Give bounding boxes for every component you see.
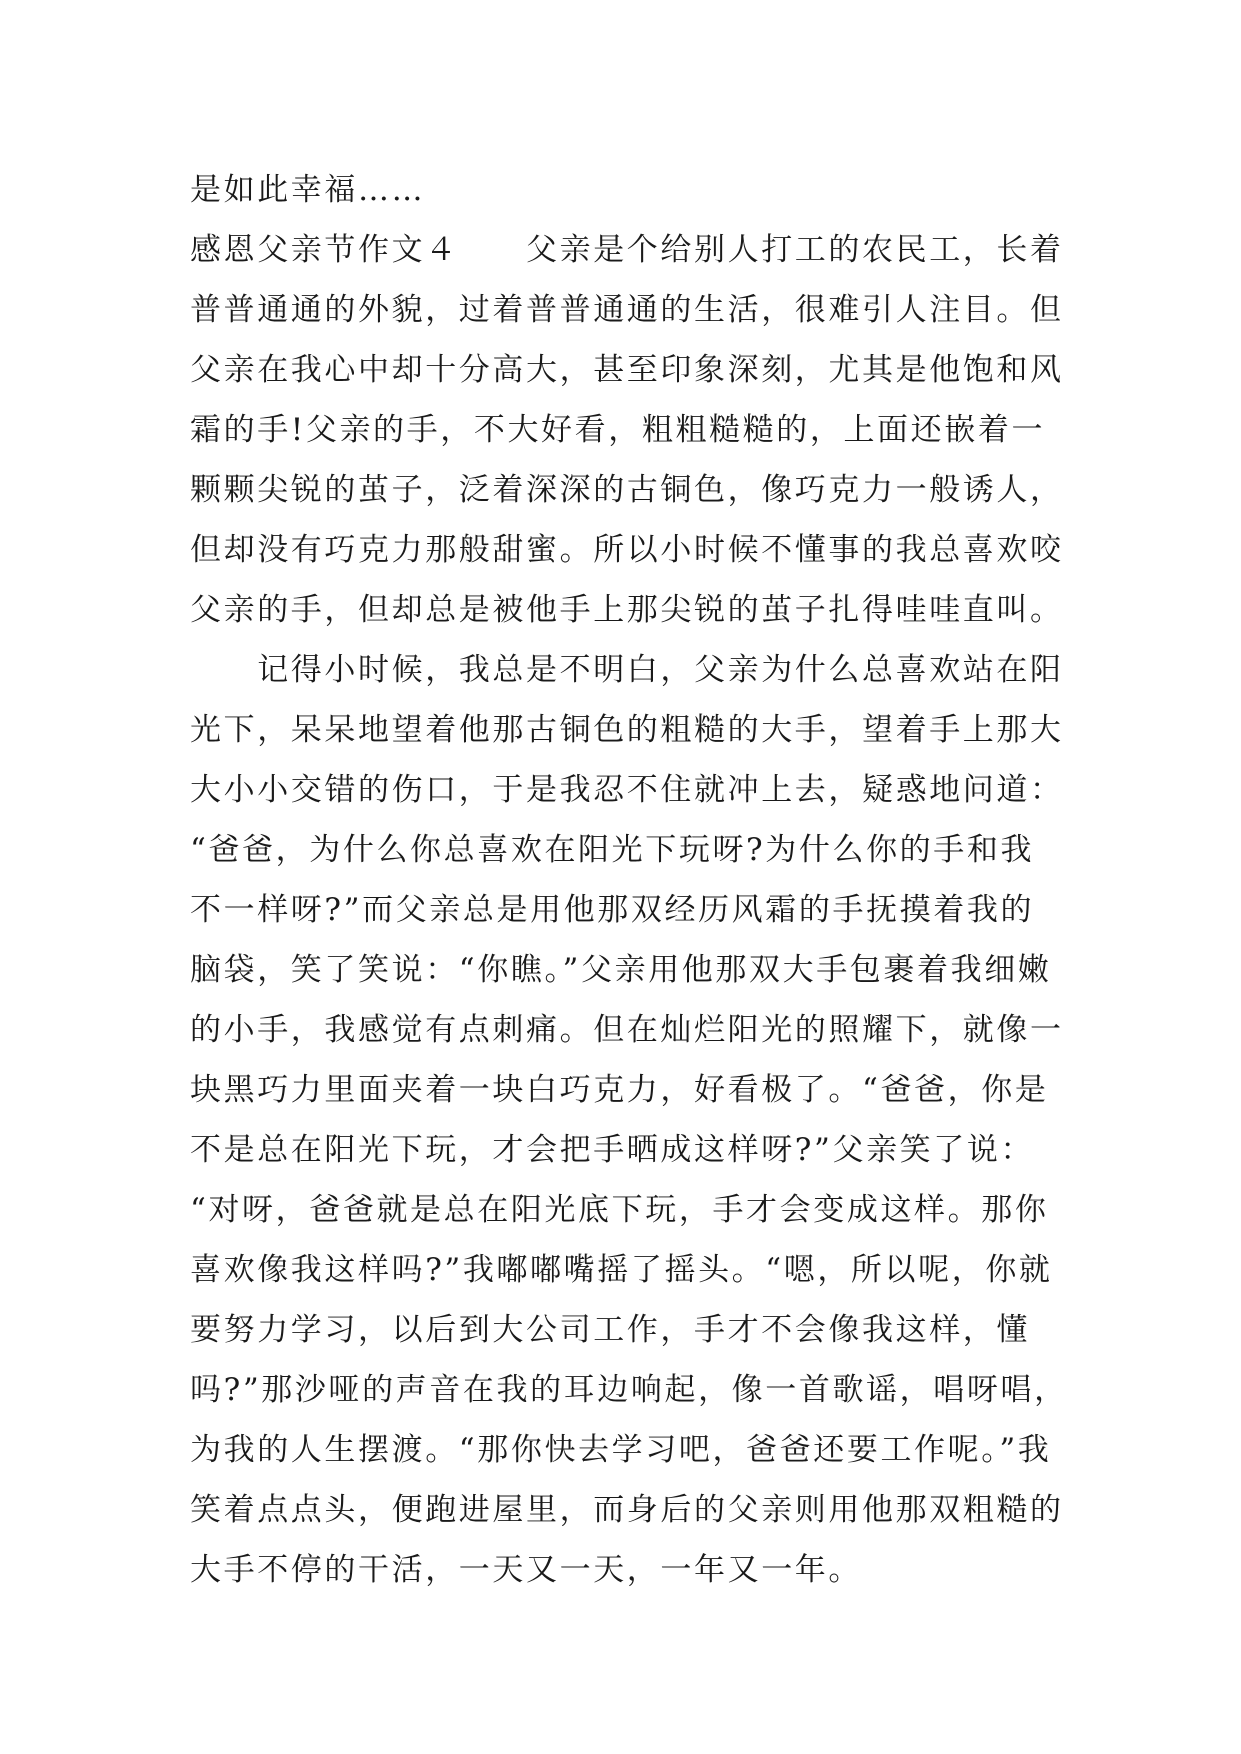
text-line: 脑袋，笑了笑说：“你瞧。”父亲用他那双大手包裹着我细嫩 xyxy=(190,952,1052,988)
text-line: 普普通通的外貌，过着普普通通的生活，很难引人注目。但 xyxy=(190,292,1064,328)
text-line: “对呀，爸爸就是总在阳光底下玩，手才会变成这样。那你 xyxy=(190,1192,1049,1228)
text-line: 颗颗尖锐的茧子，泛着深深的古铜色，像巧克力一般诱人， xyxy=(190,472,1064,508)
text-line: 感恩父亲节作文４ 父亲是个给别人打工的农民工，长着 xyxy=(190,232,1064,268)
text-line: 但却没有巧克力那般甜蜜。所以小时候不懂事的我总喜欢咬 xyxy=(190,532,1064,568)
text-line: 霜的手!父亲的手，不大好看，粗粗糙糙的，上面还嵌着一 xyxy=(190,412,1046,448)
text-line: 大手不停的干活，一天又一天，一年又一年。 xyxy=(190,1552,862,1588)
text-line: 喜欢像我这样吗?”我嘟嘟嘴摇了摇头。“嗯，所以呢，你就 xyxy=(190,1252,1053,1288)
text-line: 不是总在阳光下玩，才会把手晒成这样呀?”父亲笑了说： xyxy=(190,1132,1035,1168)
text-line: 吗?”那沙哑的声音在我的耳边响起，像一首歌谣，唱呀唱， xyxy=(190,1372,1068,1408)
text-line: 父亲在我心中却十分高大，甚至印象深刻，尤其是他饱和风 xyxy=(190,352,1064,388)
text-line: 要努力学习，以后到大公司工作，手才不会像我这样，懂 xyxy=(190,1312,1030,1348)
text-line: “爸爸，为什么你总喜欢在阳光下玩呀?为什么你的手和我 xyxy=(190,832,1035,868)
text-line: 笑着点点头，便跑进屋里，而身后的父亲则用他那双粗糙的 xyxy=(190,1492,1064,1528)
text-line: 的小手，我感觉有点刺痛。但在灿烂阳光的照耀下，就像一 xyxy=(190,1012,1064,1048)
text-line: 光下，呆呆地望着他那古铜色的粗糙的大手，望着手上那大 xyxy=(190,712,1064,748)
text-line: 块黑巧力里面夹着一块白巧克力，好看极了。“爸爸，你是 xyxy=(190,1072,1049,1108)
essay-body xyxy=(190,160,1070,1600)
text-line: 为我的人生摆渡。“那你快去学习吧，爸爸还要工作呢。”我 xyxy=(190,1432,1052,1468)
text-line: 大小小交错的伤口，于是我忍不住就冲上去，疑惑地问道： xyxy=(190,772,1064,808)
text-line: 不一样呀?”而父亲总是用他那双经历风霜的手抚摸着我的 xyxy=(190,892,1035,928)
text-line: 记得小时候，我总是不明白，父亲为什么总喜欢站在阳 xyxy=(190,652,1064,688)
text-line: 是如此幸福…… xyxy=(190,172,426,208)
text-line: 父亲的手，但却总是被他手上那尖锐的茧子扎得哇哇直叫。 xyxy=(190,592,1064,628)
